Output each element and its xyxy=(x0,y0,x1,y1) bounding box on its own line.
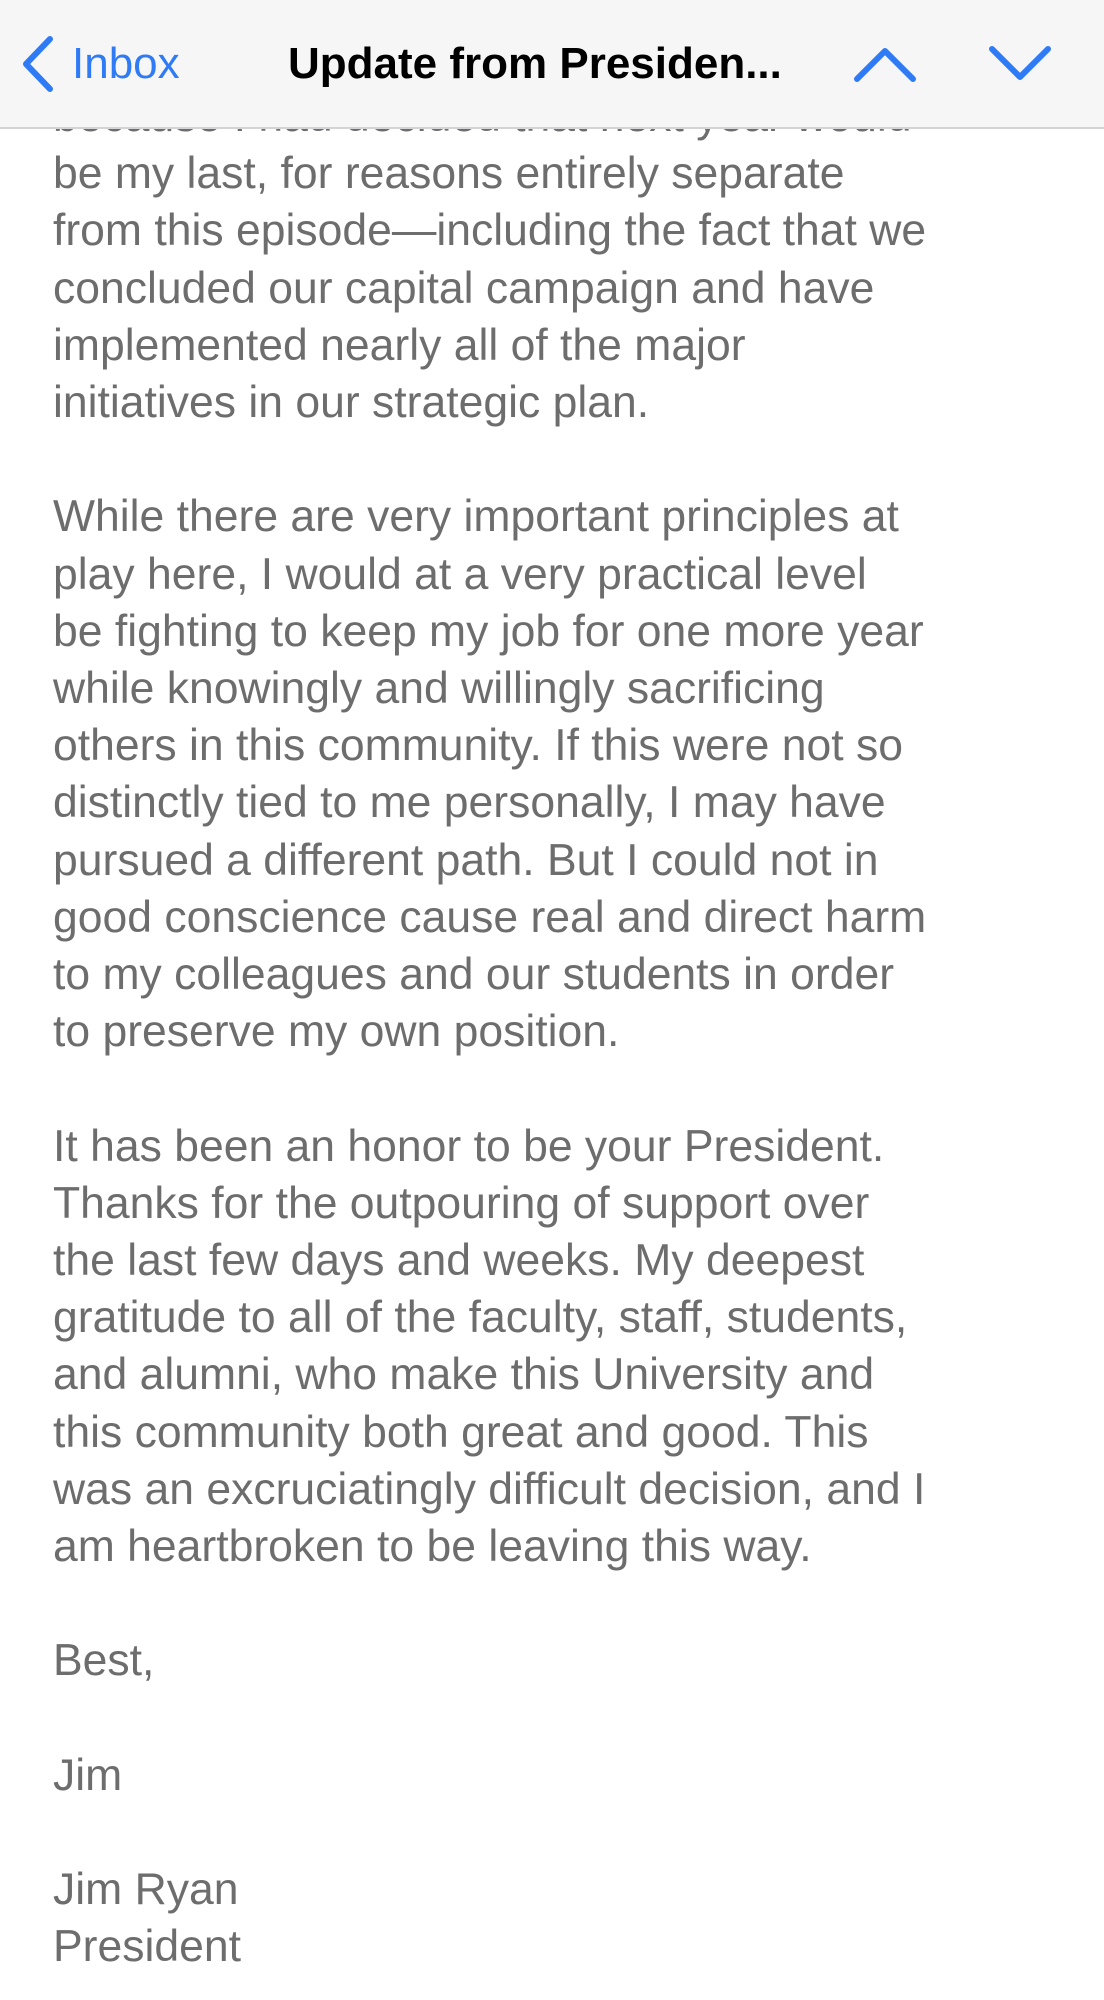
email-subject-title: Update from Presiden... xyxy=(288,39,782,88)
chevron-down-icon xyxy=(988,45,1052,88)
signature-title: President xyxy=(53,1922,241,1972)
next-message-button[interactable] xyxy=(985,36,1055,96)
back-label: Inbox xyxy=(72,39,180,88)
back-to-inbox-button[interactable] xyxy=(20,26,180,102)
navigation-bar xyxy=(0,0,1104,129)
signature-name: Jim Ryan xyxy=(53,1865,239,1915)
email-body xyxy=(53,88,1053,1976)
email-signoff: Jim xyxy=(53,1750,123,1800)
email-paragraph-2: While there are very important principles at play here, I would at a very practical level be fighting to keep my job for one more year while knowingly and willingly sacrificing others in this community. If this were not so distinctly tied to me personally, I may have pursued a different path. But I could not in good conscience cause real and direct harm to my colleagues and our students in order to preserve my own position. xyxy=(53,492,927,1057)
chevron-up-icon xyxy=(853,45,917,88)
previous-message-button[interactable] xyxy=(850,36,920,96)
email-paragraph-1: be my last, for reasons entirely separate from this episode—including the fact that we concluded our capital campaign and have implemented nearly all of the major initiatives in our strategic plan. xyxy=(53,149,927,428)
email-closing: Best, xyxy=(53,1636,155,1686)
email-paragraph-3: It has been an honor to be your President. Thanks for the outpouring of support over the last few days and weeks. My deepest gratitude to all of the faculty, staff, students, and alumni, who make this University and this community both great and good. This was an excruciatingly difficult decision, and I am heartbroken to be leaving this way. xyxy=(53,1121,926,1572)
chevron-left-icon xyxy=(20,35,54,93)
